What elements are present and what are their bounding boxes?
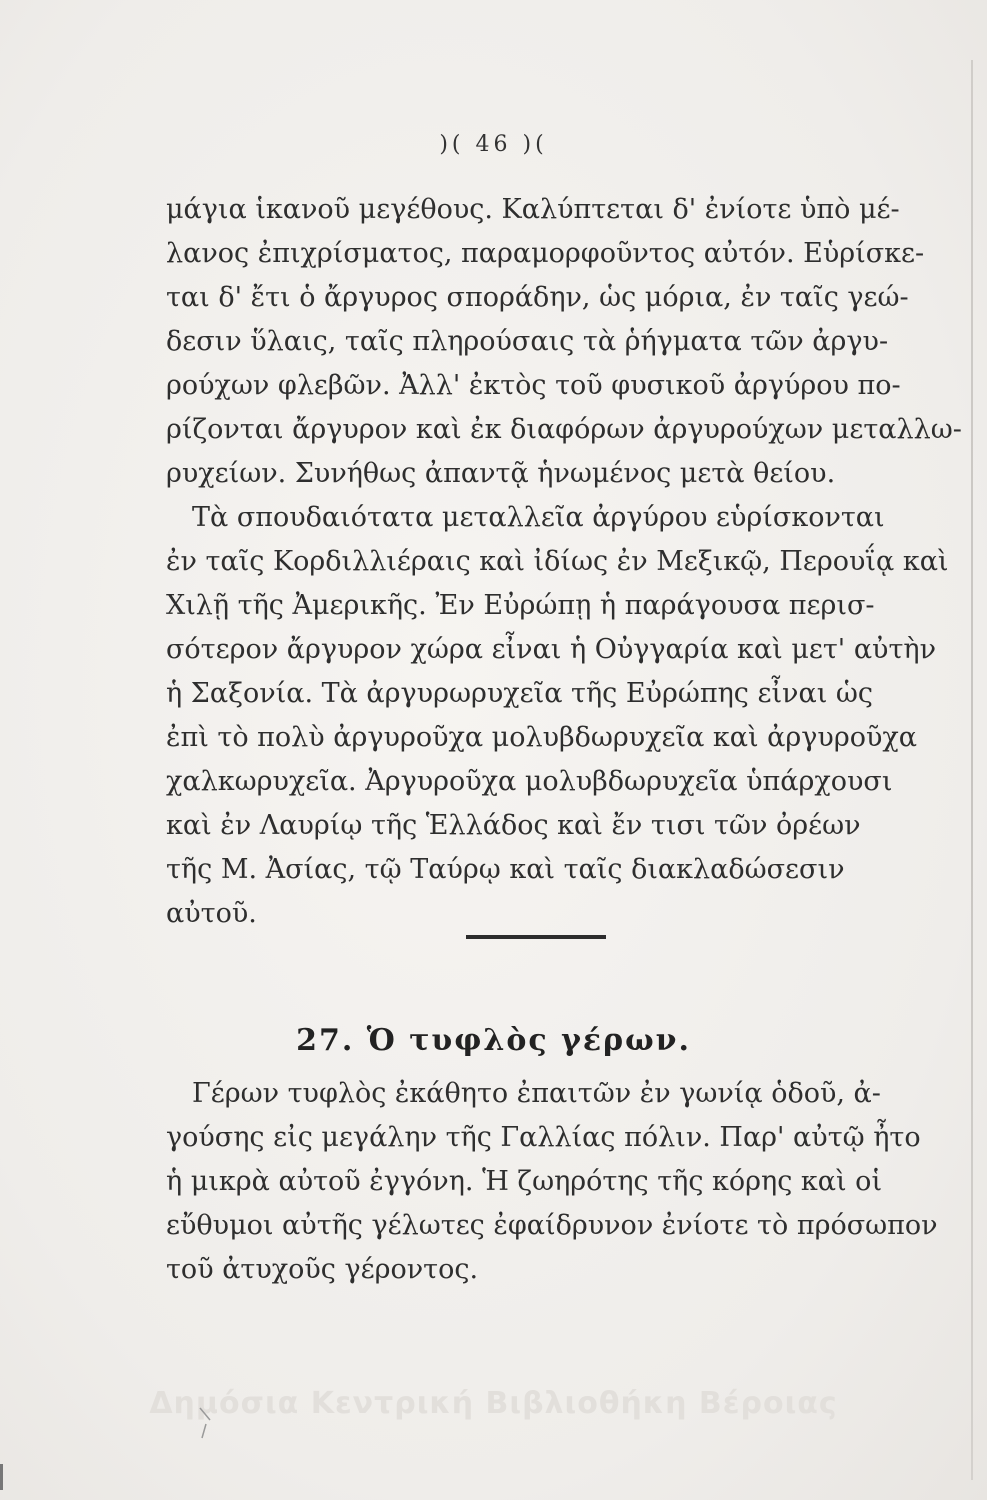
text-line: ρούχων φλεβῶν. Ἀλλ' ἐκτὸς τοῦ φυσικοῦ ἀργύρου πο-: [166, 370, 901, 401]
section-text: [166, 1072, 938, 1292]
text-line: Γέρων τυφλὸς ἐκάθητο ἐπαιτῶν ἐν γωνίᾳ ὁδοῦ, ἀ-: [192, 1078, 881, 1109]
text-line: σότερον ἄργυρον χώρα εἶναι ἡ Οὐγγαρία καὶ μετ' αὐτὴν: [166, 634, 936, 665]
text-line: μάγια ἱκανοῦ μεγέθους. Καλύπτεται δ' ἐνίοτε ὑπὸ μέ-: [166, 194, 900, 225]
text-line: λανος ἐπιχρίσματος, παραμορφοῦντος αὐτόν. Εὑρίσκε-: [166, 238, 925, 269]
text-line: δεσιν ὕλαις, ταῖς πληρούσαις τὰ ῥήγματα τῶν ἀργυ-: [166, 326, 889, 357]
text-line: τοῦ ἀτυχοῦς γέροντος.: [166, 1254, 479, 1285]
text-line: τῆς Μ. Ἀσίας, τῷ Ταύρῳ καὶ ταῖς διακλαδώσεσιν: [166, 854, 845, 885]
text-line: ται δ' ἔτι ὁ ἄργυρος σποράδην, ὡς μόρια, ἐν ταῖς γεώ-: [166, 282, 909, 313]
text-line: Χιλῇ τῆς Ἀμερικῆς. Ἐν Εὐρώπῃ ἡ παράγουσα περισ-: [166, 590, 875, 621]
text-line: ρίζονται ἄργυρον καὶ ἐκ διαφόρων ἀργυρούχων μεταλλω-: [166, 414, 962, 445]
page-number-header: )( 46 )(: [439, 132, 548, 157]
text-line: καὶ ἐν Λαυρίῳ τῆς Ἑλλάδος καὶ ἔν τισι τῶν ὀρέων: [166, 810, 861, 841]
text-line: ἡ Σαξονία. Τὰ ἀργυρωρυχεῖα τῆς Εὐρώπης εἶναι ὡς: [166, 678, 873, 709]
text-line: χαλκωρυχεῖα. Ἀργυροῦχα μολυβδωρυχεῖα ὑπάρχουσι: [166, 766, 893, 797]
text-line: ρυχείων. Συνήθως ἀπαντᾷ ἡνωμένος μετὰ θείου.: [166, 458, 836, 489]
text-line: ἐπὶ τὸ πολὺ ἀργυροῦχα μολυβδωρυχεῖα καὶ ἀργυροῦχα: [166, 722, 917, 753]
text-line: εὔθυμοι αὐτῆς γέλωτες ἐφαίδρυνον ἐνίοτε τὸ πρόσωπον: [166, 1210, 938, 1241]
section-divider: [466, 935, 606, 939]
text-line: γούσης εἰς μεγάλην τῆς Γαλλίας πόλιν. Παρ' αὐτῷ ἦτο: [166, 1122, 921, 1153]
text-line: αὐτοῦ.: [166, 898, 257, 929]
section-heading: 27. Ὁ τυφλὸς γέρων.: [296, 1023, 691, 1058]
library-watermark: Δημόσια Κεντρική Βιβλιοθήκη Βέροιας: [149, 1386, 838, 1421]
text-line: Τὰ σπουδαιότατα μεταλλεῖα ἀργύρου εὑρίσκονται: [192, 502, 885, 533]
page-edge-shadow: [971, 60, 973, 1480]
pencil-mark-icon: [196, 1402, 226, 1442]
text-line: ἐν ταῖς Κορδιλλιέραις καὶ ἰδίως ἐν Μεξικῷ, Περουΐᾳ καὶ: [166, 546, 949, 577]
text-line: ἡ μικρὰ αὐτοῦ ἐγγόνη. Ἡ ζωηρότης τῆς κόρης καὶ οἱ: [166, 1166, 883, 1197]
page-corner-mark: [0, 1464, 3, 1490]
paragraph-text: [166, 188, 962, 936]
